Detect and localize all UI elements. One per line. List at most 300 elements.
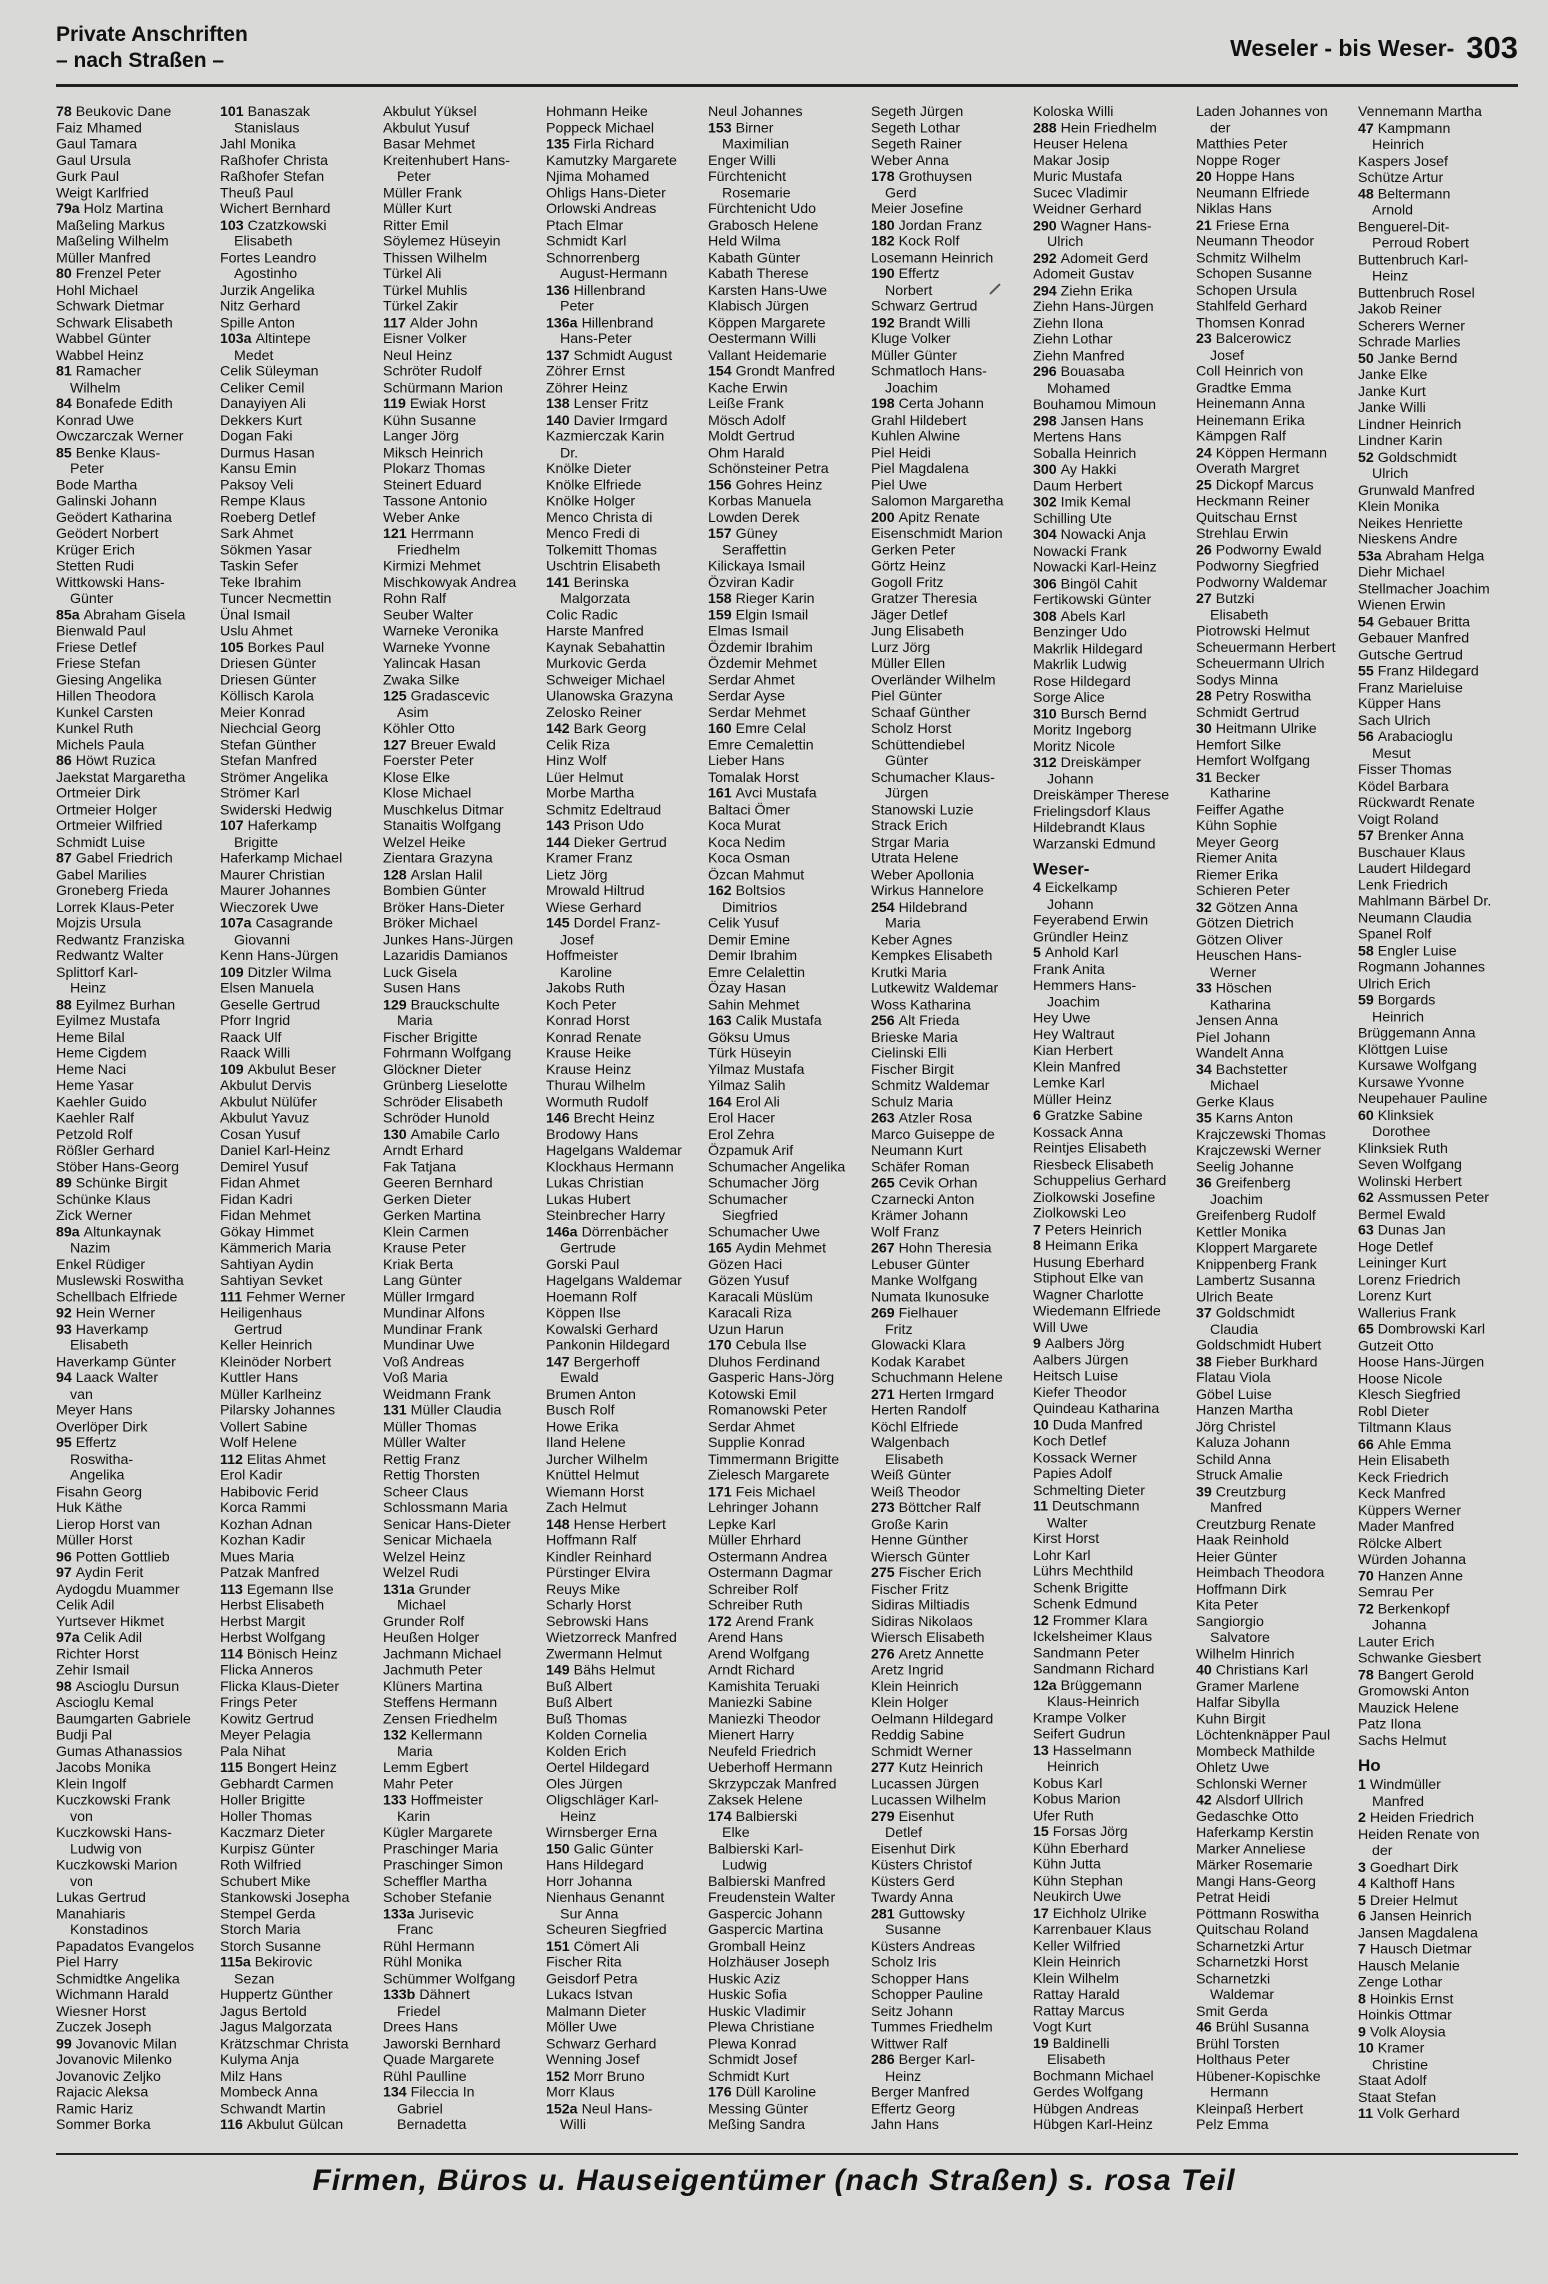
street-heading: Ho bbox=[1358, 1756, 1381, 1776]
directory-entry bbox=[546, 672, 704, 688]
resident-name: Scharly Horst bbox=[546, 1597, 632, 1614]
directory-entry bbox=[708, 640, 866, 656]
resident-name: Scheuren Siegfried bbox=[546, 1922, 667, 1939]
directory-entry bbox=[871, 688, 1029, 704]
directory-entry bbox=[56, 1857, 214, 1873]
directory-entry bbox=[871, 104, 1029, 120]
resident-name: Günter bbox=[70, 591, 114, 607]
resident-name: Zuczek Joseph bbox=[56, 2019, 152, 2036]
resident-name: Heuser Helena bbox=[1033, 136, 1128, 153]
directory-entry bbox=[56, 542, 214, 558]
resident-name: Hemfort Silke bbox=[1196, 737, 1282, 753]
directory-entry bbox=[546, 575, 704, 591]
directory-entry bbox=[383, 1728, 541, 1744]
resident-name: Haverkamp Günter bbox=[56, 1354, 176, 1370]
directory-entry bbox=[383, 299, 541, 315]
directory-entry bbox=[1358, 663, 1516, 679]
resident-name: Greifenberg bbox=[1215, 1175, 1291, 1192]
resident-name: Jahl Monika bbox=[220, 136, 296, 153]
directory-entry bbox=[1033, 625, 1191, 641]
resident-name: Lucassen Wilhelm bbox=[871, 1792, 987, 1809]
directory-entry bbox=[383, 1403, 541, 1419]
directory-entry bbox=[220, 624, 378, 640]
resident-name: Gebhardt Carmen bbox=[220, 1776, 334, 1793]
house-number: 40 bbox=[1196, 1662, 1212, 1679]
resident-name: Weber Anke bbox=[383, 509, 461, 526]
directory-entry bbox=[871, 1581, 1029, 1597]
resident-name: Heme Yasar bbox=[56, 1078, 134, 1094]
resident-name: Klinksiek bbox=[1377, 1107, 1434, 1124]
directory-entry bbox=[1033, 120, 1191, 136]
directory-entry bbox=[708, 624, 866, 640]
resident-name: Ascioglu Kemal bbox=[56, 1695, 154, 1711]
resident-name: Fertikowski Günter bbox=[1033, 592, 1152, 609]
resident-name: Oestermann Willi bbox=[708, 331, 817, 348]
directory-entry bbox=[546, 997, 704, 1013]
entry-continuation bbox=[220, 266, 378, 282]
resident-name: Schröder Elisabeth bbox=[383, 1094, 503, 1111]
resident-name: Schenk Edmund bbox=[1033, 1596, 1138, 1613]
resident-name: Huskic Sofia bbox=[708, 1987, 787, 2004]
directory-entry bbox=[383, 1841, 541, 1857]
directory-entry bbox=[383, 2069, 541, 2085]
directory-entry bbox=[1033, 1320, 1191, 1336]
resident-name: Schober Stefanie bbox=[383, 1889, 492, 1906]
directory-entry bbox=[871, 494, 1029, 510]
resident-name: Goedhart Dirk bbox=[1369, 1859, 1459, 1876]
directory-entry bbox=[1196, 1273, 1354, 1289]
directory-entry bbox=[871, 1857, 1029, 1873]
directory-entry bbox=[871, 1533, 1029, 1549]
resident-name: Haferkamp Kerstin bbox=[1196, 1825, 1314, 1841]
directory-entry bbox=[383, 445, 541, 461]
directory-entry bbox=[56, 721, 214, 737]
house-number: 1 bbox=[1358, 1777, 1366, 1794]
directory-entry bbox=[1358, 598, 1516, 614]
resident-name: Jurzik Angelika bbox=[220, 282, 315, 299]
directory-entry bbox=[220, 737, 378, 753]
resident-name: Celiker Cemil bbox=[220, 380, 305, 396]
resident-name: Lierop Horst van bbox=[56, 1516, 161, 1533]
resident-name: Bursch Bernd bbox=[1060, 706, 1147, 722]
directory-entry bbox=[1358, 1535, 1516, 1551]
resident-name: Detlef bbox=[885, 1825, 923, 1841]
directory-entry bbox=[871, 607, 1029, 623]
directory-entry bbox=[1196, 1955, 1354, 1971]
resident-name: Hanzen Martha bbox=[1196, 1402, 1293, 1419]
entry-continuation bbox=[56, 1241, 214, 1257]
resident-name: Bark Georg bbox=[573, 720, 647, 737]
directory-entry bbox=[546, 1468, 704, 1484]
directory-entry bbox=[1033, 283, 1191, 299]
resident-name: Brumen Anton bbox=[546, 1386, 636, 1403]
directory-entry bbox=[546, 477, 704, 493]
resident-name: Nowacki Frank bbox=[1033, 543, 1127, 560]
directory-entry bbox=[708, 348, 866, 364]
resident-name: Fürchtenicht bbox=[708, 168, 787, 185]
directory-entry bbox=[56, 851, 214, 867]
directory-entry bbox=[1358, 548, 1516, 564]
resident-name: Stanaitis Wolfgang bbox=[383, 818, 502, 835]
resident-name: Angelika bbox=[70, 1467, 125, 1484]
directory-entry bbox=[1358, 1876, 1516, 1892]
house-number: 304 bbox=[1033, 527, 1057, 543]
resident-name: Rühl Monika bbox=[383, 1954, 462, 1971]
resident-name: Segeth Jürgen bbox=[871, 104, 964, 120]
resident-name: Raßhofer Christa bbox=[220, 152, 329, 169]
directory-entry bbox=[1196, 575, 1354, 591]
resident-name: Rohn Ralf bbox=[383, 591, 447, 607]
house-number: 127 bbox=[383, 737, 407, 753]
resident-name: Schilling Ute bbox=[1033, 510, 1112, 527]
resident-name: Schwark Dietmar bbox=[56, 298, 165, 315]
resident-name: Hoemann Rolf bbox=[546, 1289, 637, 1305]
house-number: 153 bbox=[708, 120, 732, 136]
entry-continuation bbox=[871, 1825, 1029, 1841]
directory-entry bbox=[56, 1078, 214, 1094]
directory-entry bbox=[871, 1354, 1029, 1370]
resident-name: Oertel Hildegard bbox=[546, 1760, 650, 1776]
directory-entry bbox=[220, 153, 378, 169]
directory-entry bbox=[1033, 576, 1191, 592]
directory-entry bbox=[546, 542, 704, 558]
resident-name: Theuß Paul bbox=[220, 185, 294, 201]
house-number: 87 bbox=[56, 850, 72, 867]
directory-entry bbox=[383, 412, 541, 428]
resident-name: Holler Brigitte bbox=[220, 1792, 306, 1809]
directory-entry bbox=[871, 1744, 1029, 1760]
resident-name: Seitz Johann bbox=[871, 2003, 954, 2020]
resident-name: Mundinar Alfons bbox=[383, 1305, 485, 1322]
resident-name: Howe Erika bbox=[546, 1419, 619, 1435]
resident-name: Strömer Angelika bbox=[220, 769, 329, 786]
house-number: 4 bbox=[1033, 880, 1041, 897]
resident-name: Glowacki Klara bbox=[871, 1337, 966, 1354]
resident-name: Mauzick Helene bbox=[1358, 1699, 1459, 1716]
resident-name: Krüger Erich bbox=[56, 542, 135, 559]
resident-name: Möller Uwe bbox=[546, 2019, 617, 2036]
resident-name: Krajczewski Thomas bbox=[1196, 1126, 1326, 1143]
resident-name: Wiersch Elisabeth bbox=[871, 1630, 985, 1646]
resident-name: Korca Rammi bbox=[220, 1500, 306, 1517]
resident-name: Sorge Alice bbox=[1033, 689, 1105, 706]
resident-name: Kita Peter bbox=[1196, 1597, 1259, 1614]
directory-entry bbox=[1033, 1076, 1191, 1092]
directory-entry bbox=[220, 1874, 378, 1890]
resident-name: Kursawe Yvonne bbox=[1358, 1074, 1465, 1091]
directory-entry bbox=[220, 1029, 378, 1045]
directory-entry bbox=[871, 1955, 1029, 1971]
directory-entry bbox=[383, 1192, 541, 1208]
directory-entry bbox=[220, 1224, 378, 1240]
resident-name: Fileccia In bbox=[410, 2084, 475, 2101]
directory-entry bbox=[546, 656, 704, 672]
resident-name: Gebauer Manfred bbox=[1358, 630, 1470, 647]
resident-name: Schäfer Roman bbox=[871, 1159, 970, 1176]
resident-name: Seuber Walter bbox=[383, 607, 474, 624]
resident-name: Wormuth Rudolf bbox=[546, 1094, 649, 1111]
resident-name: Losemann Heinrich bbox=[871, 250, 994, 266]
resident-name: Peter bbox=[397, 168, 431, 185]
resident-name: Overath Margret bbox=[1196, 461, 1300, 477]
resident-name: Holler Thomas bbox=[220, 1808, 312, 1825]
directory-entry bbox=[1358, 943, 1516, 959]
directory-entry bbox=[56, 932, 214, 948]
resident-name: Bekirovic bbox=[254, 1954, 313, 1971]
resident-name: Kügler Margarete bbox=[383, 1825, 493, 1841]
directory-entry bbox=[220, 104, 378, 120]
resident-name: Meßing Sandra bbox=[708, 2117, 805, 2134]
resident-name: Dickopf Marcus bbox=[1215, 477, 1314, 494]
house-number: 141 bbox=[546, 574, 570, 591]
house-number: 52 bbox=[1358, 449, 1374, 466]
directory-entry bbox=[708, 2069, 866, 2085]
directory-entry bbox=[871, 1435, 1029, 1451]
directory-entry bbox=[220, 997, 378, 1013]
resident-name: Kluge Volker bbox=[871, 331, 951, 348]
directory-entry bbox=[1196, 429, 1354, 445]
resident-name: Karacali Riza bbox=[708, 1305, 792, 1322]
resident-name: Calik Mustafa bbox=[735, 1013, 822, 1029]
directory-entry bbox=[220, 1387, 378, 1403]
directory-entry bbox=[56, 1793, 214, 1809]
resident-name: Quindeau Katharina bbox=[1033, 1401, 1160, 1417]
directory-entry bbox=[708, 1793, 866, 1809]
resident-name: Schünke Birgit bbox=[75, 1175, 168, 1192]
house-number: 115 bbox=[220, 1760, 243, 1776]
directory-entry bbox=[708, 1094, 866, 1110]
resident-name: Rieger Karin bbox=[735, 591, 815, 607]
directory-entry bbox=[1033, 462, 1191, 478]
directory-entry bbox=[220, 1809, 378, 1825]
resident-name: Twardy Anna bbox=[871, 1889, 954, 1906]
resident-name: Borgards bbox=[1377, 992, 1436, 1009]
resident-name: Kaehler Ralf bbox=[56, 1110, 135, 1127]
resident-name: Kleinpaß Herbert bbox=[1196, 2101, 1304, 2117]
resident-name: Iland Helene bbox=[546, 1435, 626, 1452]
resident-name: Gabel Friedrich bbox=[75, 850, 173, 867]
house-number: 8 bbox=[1033, 1238, 1041, 1255]
resident-name: Hildebrand bbox=[898, 899, 968, 916]
directory-entry bbox=[383, 234, 541, 250]
directory-entry bbox=[220, 1728, 378, 1744]
house-number: 66 bbox=[1358, 1436, 1374, 1453]
resident-name: Roeberg Detlef bbox=[220, 509, 316, 526]
directory-entry bbox=[871, 1890, 1029, 1906]
resident-name: Uslu Ahmet bbox=[220, 623, 293, 640]
resident-name: Driesen Günter bbox=[220, 672, 317, 689]
directory-entry bbox=[708, 997, 866, 1013]
resident-name: Heimann Erika bbox=[1044, 1238, 1138, 1255]
directory-entry bbox=[871, 299, 1029, 315]
resident-name: Roswitha- bbox=[70, 1451, 134, 1468]
resident-name: Gökay Himmet bbox=[220, 1224, 314, 1241]
resident-name: Klein Heinrich bbox=[871, 1678, 959, 1695]
directory-entry bbox=[546, 185, 704, 201]
resident-name: Heinemann Erika bbox=[1196, 412, 1305, 429]
entry-continuation bbox=[1196, 120, 1354, 136]
house-number: 290 bbox=[1033, 217, 1057, 234]
house-number: 133b bbox=[383, 1987, 416, 2004]
resident-name: Schmelting Dieter bbox=[1033, 1482, 1145, 1499]
directory-entry bbox=[871, 2004, 1029, 2020]
resident-name: Struck Amalie bbox=[1196, 1467, 1283, 1484]
entry-continuation bbox=[220, 932, 378, 948]
house-number: 130 bbox=[383, 1126, 407, 1143]
directory-entry bbox=[220, 2069, 378, 2085]
directory-entry bbox=[1358, 1289, 1516, 1305]
house-number: 145 bbox=[546, 915, 570, 932]
directory-entry bbox=[56, 429, 214, 445]
directory-entry bbox=[56, 120, 214, 136]
directory-entry bbox=[1196, 672, 1354, 688]
directory-entry bbox=[383, 1565, 541, 1581]
resident-name: Mombeck Anna bbox=[220, 2084, 318, 2101]
directory-entry bbox=[871, 1598, 1029, 1614]
house-number: 31 bbox=[1196, 769, 1212, 786]
resident-name: Weigt Karlfried bbox=[56, 185, 149, 201]
directory-entry bbox=[546, 1419, 704, 1435]
resident-name: Klöttgen Luise bbox=[1358, 1041, 1448, 1058]
directory-entry bbox=[1196, 1159, 1354, 1175]
resident-name: Sark Ahmet bbox=[220, 526, 294, 542]
resident-name: Fohrmann Wolfgang bbox=[383, 1045, 512, 1062]
resident-name: Steffens Hermann bbox=[383, 1695, 498, 1711]
directory-entry bbox=[220, 1500, 378, 1516]
resident-name: Krätzschmar Christa bbox=[220, 2036, 349, 2052]
resident-name: Jürgen bbox=[885, 785, 929, 802]
resident-name: Gratzke Sabine bbox=[1044, 1108, 1143, 1124]
house-number: 97a bbox=[56, 1630, 80, 1646]
directory-entry bbox=[383, 1289, 541, 1305]
directory-entry bbox=[708, 818, 866, 834]
directory-entry bbox=[383, 510, 541, 526]
house-number: 33 bbox=[1196, 980, 1212, 997]
directory-entry bbox=[1196, 1776, 1354, 1792]
directory-entry bbox=[871, 1549, 1029, 1565]
directory-entry bbox=[220, 591, 378, 607]
entry-continuation bbox=[383, 1809, 541, 1825]
resident-name: Köppen Ilse bbox=[546, 1305, 621, 1322]
entry-continuation bbox=[1196, 348, 1354, 364]
directory-entry bbox=[1358, 1206, 1516, 1222]
directory-entry bbox=[708, 1711, 866, 1727]
directory-entry bbox=[56, 2117, 214, 2133]
resident-name: Bouasaba bbox=[1060, 364, 1125, 381]
resident-name: Certa Johann bbox=[898, 396, 984, 412]
resident-name: Michels Paula bbox=[56, 737, 145, 753]
resident-name: Elisabeth bbox=[1210, 607, 1269, 624]
directory-entry bbox=[383, 153, 541, 169]
directory-entry bbox=[546, 364, 704, 380]
directory-entry bbox=[1196, 266, 1354, 282]
directory-entry bbox=[56, 1598, 214, 1614]
resident-name: Njima Mohamed bbox=[546, 168, 650, 185]
resident-name: Ziehn Manfred bbox=[1033, 348, 1125, 364]
directory-entry bbox=[1358, 1190, 1516, 1206]
directory-entry bbox=[1196, 591, 1354, 607]
house-number: 59 bbox=[1358, 992, 1374, 1009]
resident-name: Hense Herbert bbox=[573, 1516, 666, 1533]
entry-continuation bbox=[56, 1809, 214, 1825]
directory-entry bbox=[1196, 461, 1354, 477]
house-number: 80 bbox=[56, 266, 72, 283]
directory-entry bbox=[1196, 1111, 1354, 1127]
resident-name: Buß Albert bbox=[546, 1678, 613, 1695]
resident-name: Hillenbrand bbox=[573, 282, 646, 299]
directory-entry bbox=[1033, 1352, 1191, 1368]
directory-entry bbox=[1033, 299, 1191, 315]
resident-name: Kozhan Kadir bbox=[220, 1532, 306, 1549]
directory-entry bbox=[871, 348, 1029, 364]
directory-entry bbox=[383, 396, 541, 412]
resident-name: Frommer Klara bbox=[1052, 1612, 1148, 1629]
resident-name: Perroud Robert bbox=[1372, 235, 1469, 252]
directory-entry bbox=[383, 981, 541, 997]
directory-entry bbox=[1033, 2085, 1191, 2101]
resident-name: Herbst Elisabeth bbox=[220, 1597, 325, 1614]
resident-name: Emre Cemalettin bbox=[708, 737, 814, 753]
resident-name: Lutkewitz Waldemar bbox=[871, 980, 999, 997]
directory-entry bbox=[220, 1695, 378, 1711]
directory-entry bbox=[220, 1955, 378, 1971]
resident-name: Tolkemitt Thomas bbox=[546, 542, 657, 559]
entry-continuation bbox=[1196, 1987, 1354, 2003]
directory-entry bbox=[708, 1029, 866, 1045]
house-number: 6 bbox=[1358, 1908, 1366, 1925]
directory-entry bbox=[871, 1630, 1029, 1646]
directory-entry bbox=[871, 705, 1029, 721]
directory-entry bbox=[220, 2117, 378, 2133]
directory-entry bbox=[871, 835, 1029, 851]
resident-name: Lepke Karl bbox=[708, 1516, 776, 1533]
resident-name: Ortmeier Dirk bbox=[56, 785, 141, 802]
directory-entry bbox=[220, 477, 378, 493]
house-number: 89 bbox=[56, 1175, 72, 1192]
resident-name: Grothuysen bbox=[898, 168, 973, 185]
directory-entry bbox=[56, 1711, 214, 1727]
resident-name: Michael bbox=[397, 1597, 446, 1614]
resident-name: Lucassen Jürgen bbox=[871, 1776, 980, 1793]
directory-entry bbox=[56, 1273, 214, 1289]
directory-entry bbox=[220, 2020, 378, 2036]
resident-name: Heme Bilal bbox=[56, 1029, 125, 1046]
resident-name: Sebrowski Hans bbox=[546, 1613, 649, 1630]
resident-name: Assmussen Peter bbox=[1377, 1189, 1489, 1206]
resident-name: der bbox=[1372, 1842, 1393, 1859]
directory-entry bbox=[546, 2101, 704, 2117]
resident-name: Wiedemann Elfriede bbox=[1033, 1303, 1161, 1320]
entry-continuation bbox=[56, 1841, 214, 1857]
resident-name: Müller Karlheinz bbox=[220, 1386, 322, 1403]
resident-name: Muschkelus Ditmar bbox=[383, 802, 504, 818]
house-number: 131a bbox=[383, 1581, 415, 1598]
directory-entry bbox=[1358, 1272, 1516, 1288]
directory-entry bbox=[871, 965, 1029, 981]
directory-entry bbox=[1196, 1224, 1354, 1240]
resident-name: Effertz bbox=[898, 266, 940, 283]
directory-entry bbox=[1033, 1889, 1191, 1905]
resident-name: Hermann bbox=[1210, 2084, 1269, 2101]
directory-entry bbox=[1358, 334, 1516, 350]
directory-entry bbox=[383, 1111, 541, 1127]
resident-name: Raßhofer Stefan bbox=[220, 168, 325, 185]
house-number: 109 bbox=[220, 1061, 244, 1078]
resident-name: Zöhrer Ernst bbox=[546, 363, 625, 380]
house-number: 5 bbox=[1033, 945, 1041, 962]
resident-name: Schaaf Günther bbox=[871, 704, 971, 721]
resident-name: Rückwardt Renate bbox=[1358, 794, 1475, 811]
